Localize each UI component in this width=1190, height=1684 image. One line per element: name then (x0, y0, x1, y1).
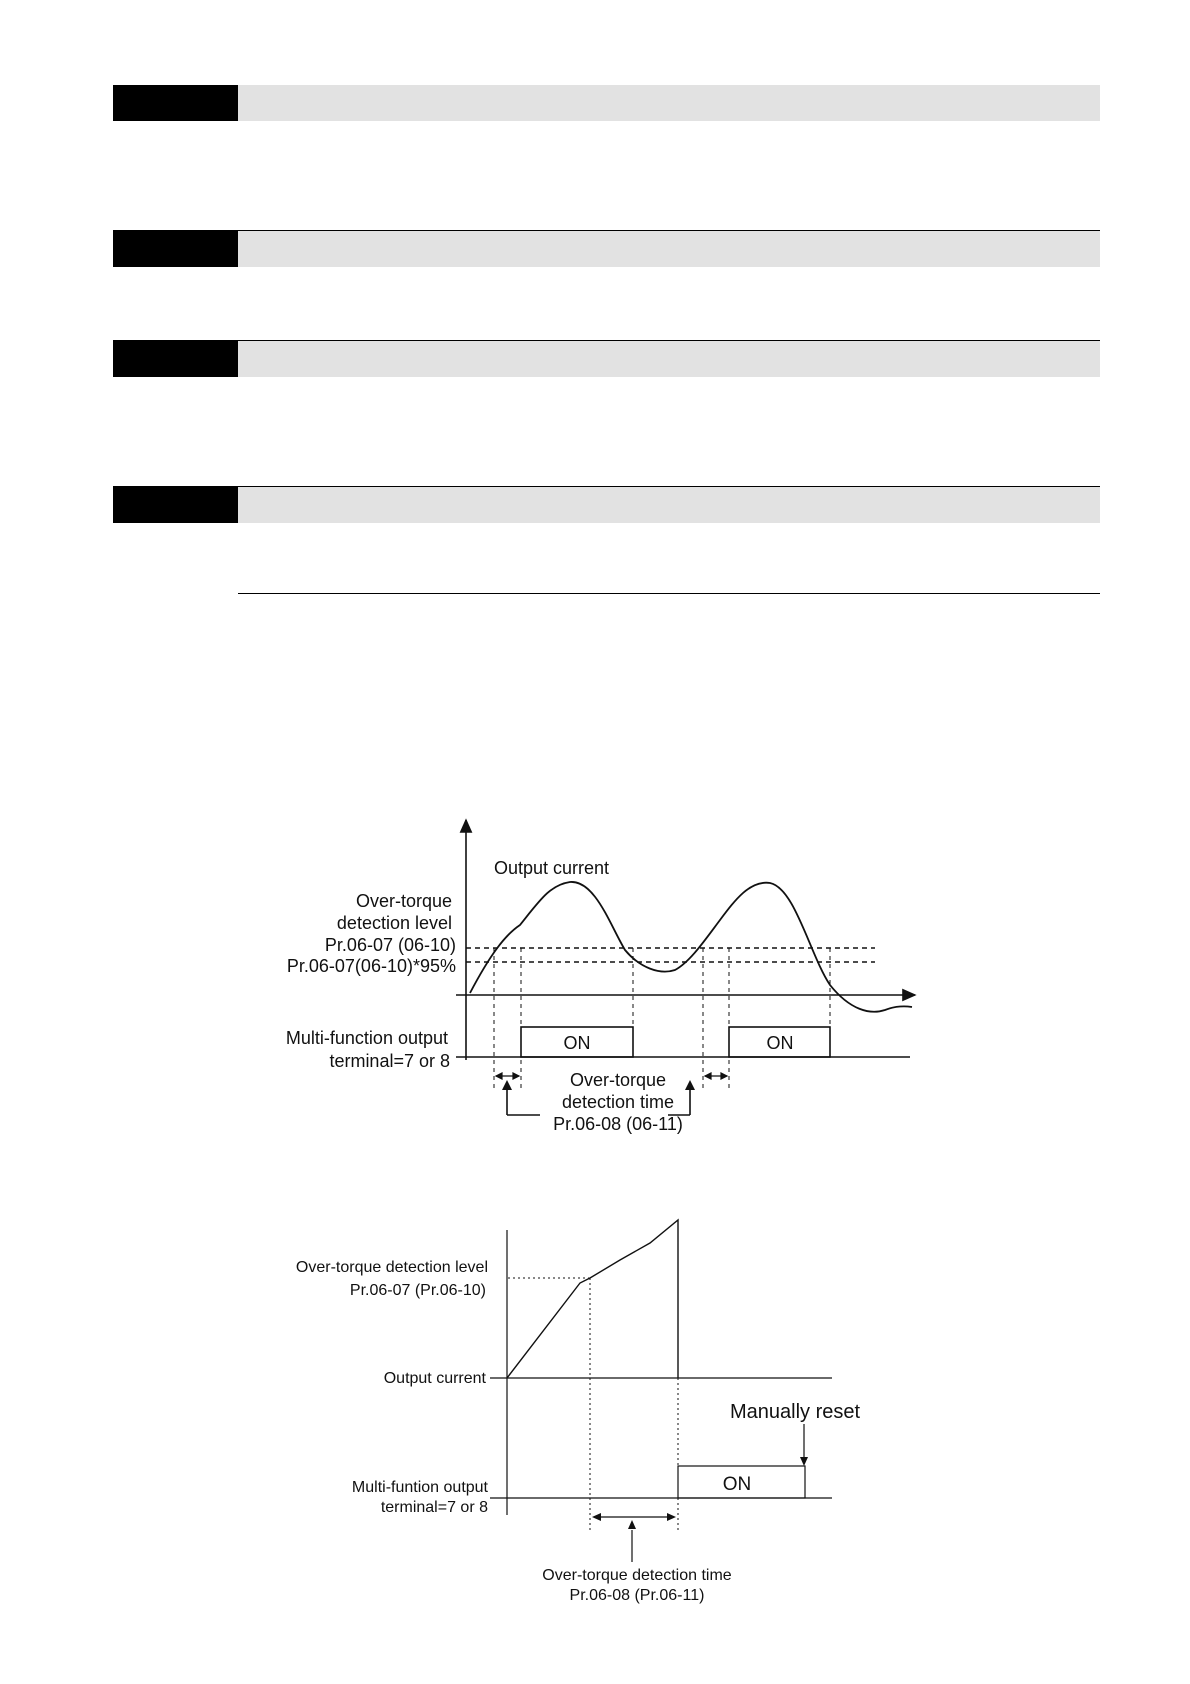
parameter-code-block (113, 487, 238, 523)
over-torque-manual-reset-diagram (0, 1210, 1190, 1610)
detection-time-label-2: Pr.06-08 (Pr.06-11) (569, 1587, 705, 1604)
multi-function-output-label-1: Multi-funtion output (351, 1479, 488, 1496)
section-header-2 (113, 230, 1100, 267)
detection-time-label-1: Over-torque detection time (542, 1567, 732, 1584)
parameter-code-block (113, 85, 238, 121)
manual-reset-label: Manually reset (730, 1401, 861, 1423)
multi-function-output-label-2: terminal=7 or 8 (380, 1499, 488, 1516)
section-header-1 (113, 85, 1100, 121)
detection-time-label-3: Pr.06-08 (06-11) (553, 1114, 683, 1134)
section-header-4 (113, 486, 1100, 523)
detection-level-95-label: Pr.06-07(06-10)*95% (286, 956, 456, 976)
detection-level-label-2: detection level (336, 913, 452, 933)
output-current-curve (470, 882, 912, 1012)
output-current-label: Output current (494, 858, 610, 878)
detection-level-label-1: Over-torque (355, 891, 452, 911)
detection-level-label-2: Pr.06-07 (Pr.06-10) (349, 1282, 486, 1299)
on-label: ON (722, 1474, 752, 1495)
horizontal-divider (238, 593, 1100, 594)
multi-function-output-label-2: terminal=7 or 8 (329, 1051, 450, 1071)
detection-time-pointer-head (628, 1520, 636, 1529)
parameter-code-block (113, 231, 238, 267)
detection-time-label-2: detection time (561, 1092, 675, 1112)
on-label-1: ON (563, 1033, 591, 1053)
detection-level-label-3: Pr.06-07 (06-10) (324, 935, 456, 955)
over-torque-timing-diagram (0, 800, 1190, 1160)
parameter-code-block (113, 341, 238, 377)
timing-guides (494, 948, 830, 1088)
section-header-3 (113, 340, 1100, 377)
detection-time-label-1: Over-torque (569, 1070, 667, 1090)
on-label-2: ON (766, 1033, 794, 1053)
multi-function-output-label-1: Multi-function output (285, 1028, 448, 1048)
output-current-label: Output current (383, 1370, 486, 1387)
output-current-ramp (507, 1220, 678, 1378)
manual-reset-arrowhead (800, 1457, 808, 1466)
detection-level-label-1: Over-torque detection level (295, 1259, 488, 1276)
